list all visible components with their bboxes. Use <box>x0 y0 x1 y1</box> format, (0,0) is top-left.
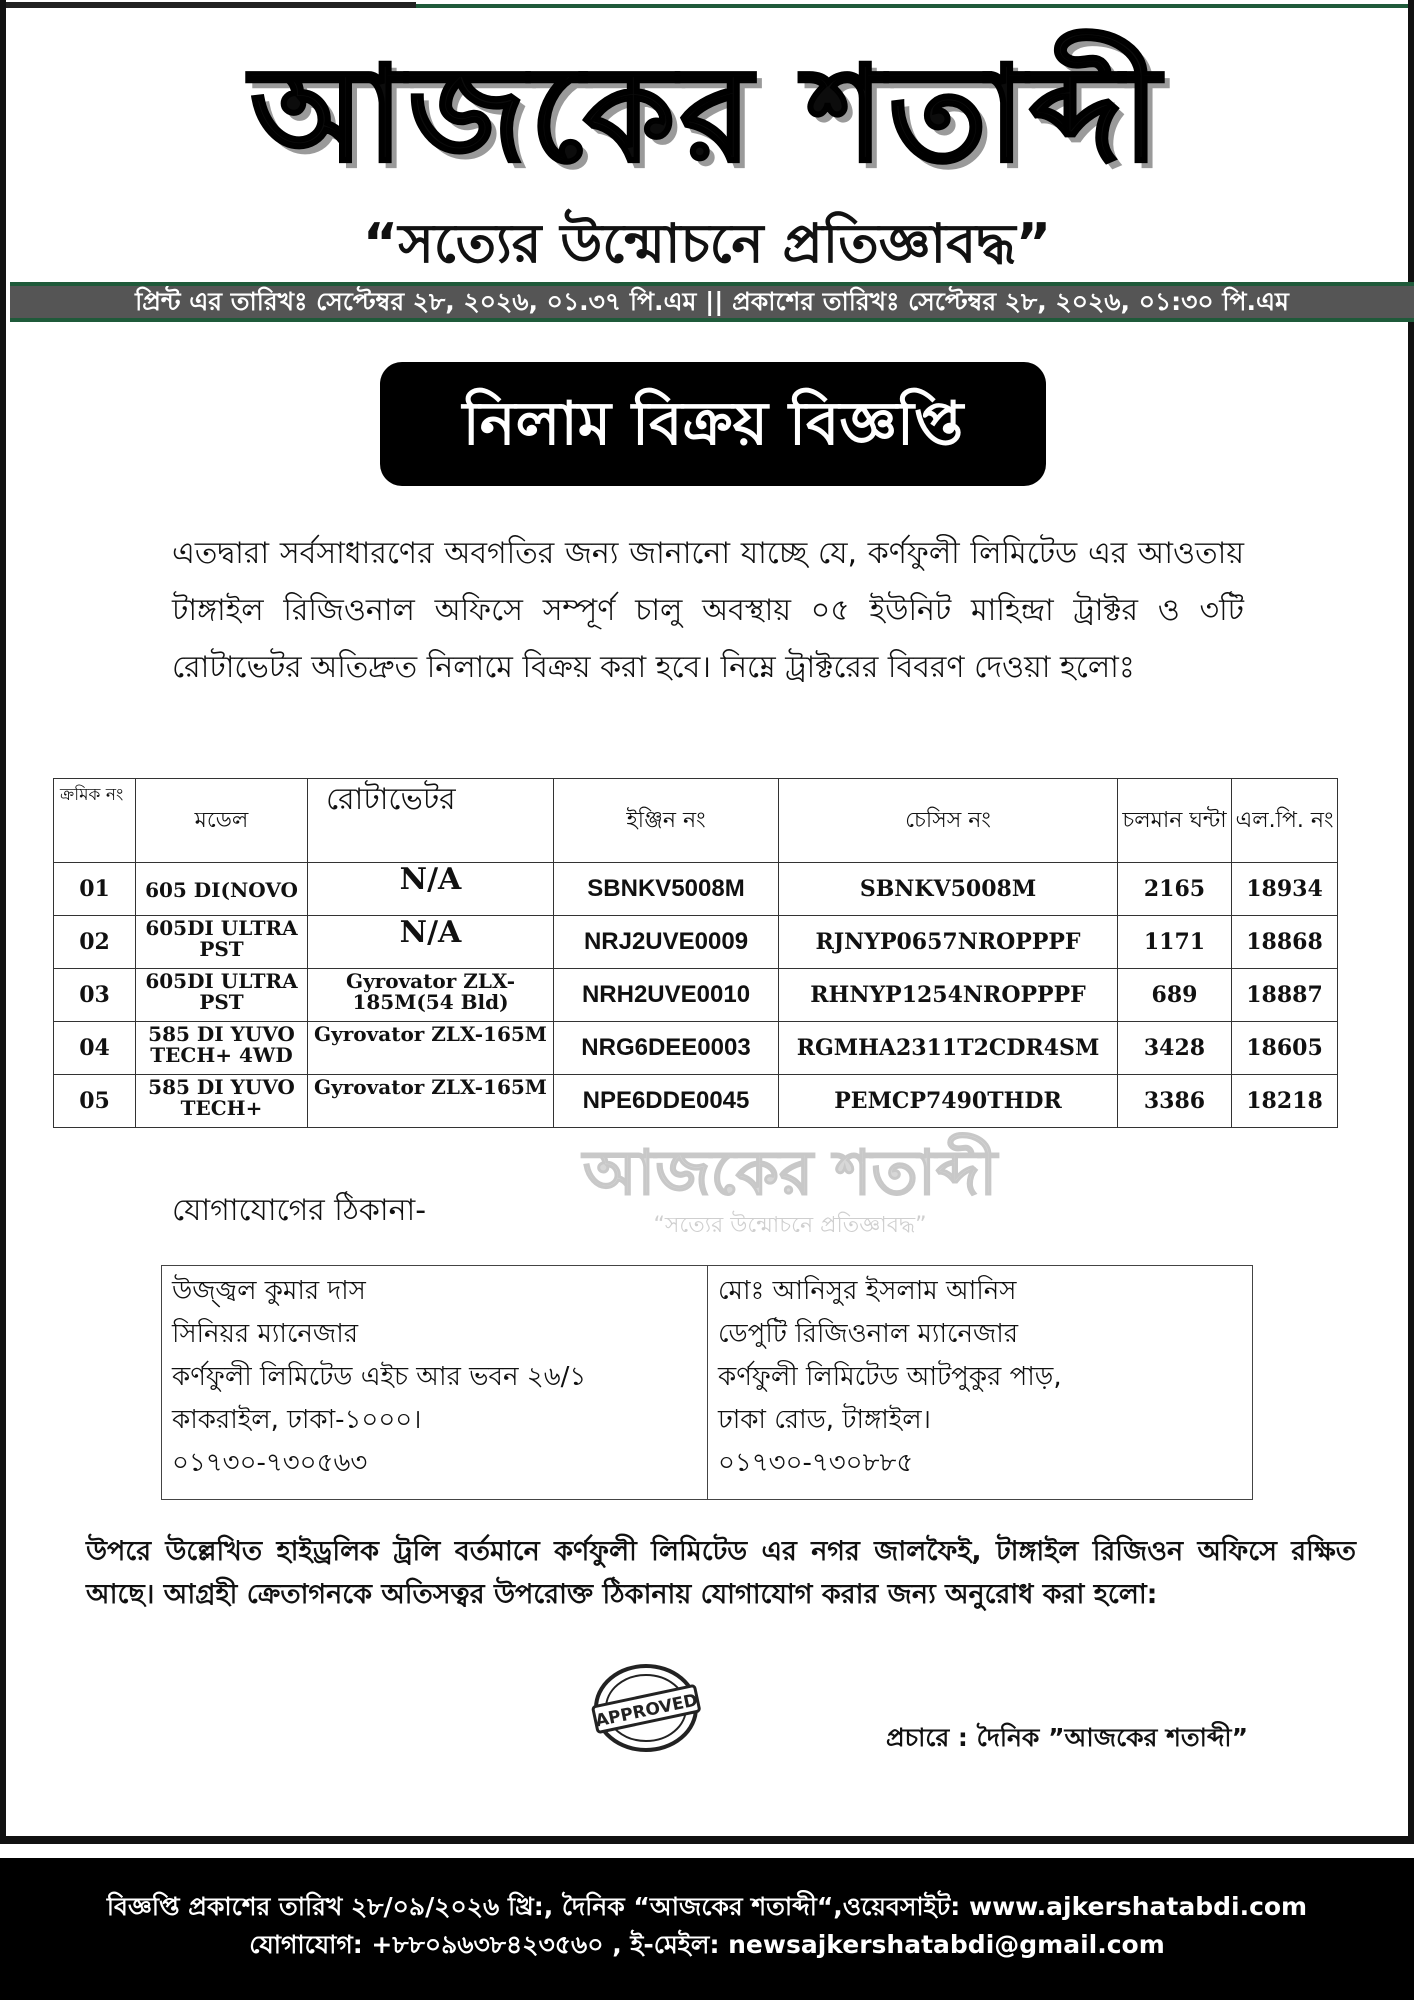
cell-model: 585 DI YUVO TECH+ <box>136 1075 308 1128</box>
cell-model: 585 DI YUVO TECH+ 4WD <box>136 1022 308 1075</box>
publicity-note: প্রচারে : দৈনিক ”আজকের শতাব্দী” <box>886 1723 1249 1752</box>
cell-lp: 18868 <box>1232 916 1338 969</box>
watermark <box>500 1135 1080 1245</box>
cell-serial: 02 <box>54 916 136 969</box>
col-rotavator: রোটাভেটর <box>308 779 554 863</box>
cell-serial: 05 <box>54 1075 136 1128</box>
cell-hours: 1171 <box>1118 916 1232 969</box>
cell-engine: NRJ2UVE0009 <box>554 916 779 969</box>
cell-engine: NRG6DEE0003 <box>554 1022 779 1075</box>
contact-designation: সিনিয়র ম্যানেজার <box>172 1319 359 1349</box>
col-serial: ক্রমিক নং <box>54 779 136 863</box>
cell-rotavator: Gyrovator ZLX-165M <box>308 1075 554 1128</box>
cell-model: 605DI ULTRA PST <box>136 969 308 1022</box>
contact-city: ঢাকা রোড, টাঙ্গাইল। <box>718 1405 931 1435</box>
masthead-title: আজকের শতাব্দী <box>250 37 1164 192</box>
cell-hours: 2165 <box>1118 863 1232 916</box>
cell-rotavator: Gyrovator ZLX-165M <box>308 1022 554 1075</box>
cell-engine: SBNKV5008M <box>554 863 779 916</box>
watermark-slogan: “সত্যের উন্মোচনে প্রতিজ্ঞাবদ্ধ” <box>653 1213 927 1238</box>
cell-engine: NPE6DDE0045 <box>554 1075 779 1128</box>
cell-chassis: RJNYP0657NROPPPF <box>779 916 1118 969</box>
footer <box>0 1858 1414 2000</box>
top-rule-dark <box>6 2 416 8</box>
cell-serial: 01 <box>54 863 136 916</box>
contact-name: মোঃ আনিসুর ইসলাম আনিস <box>718 1276 1017 1306</box>
cell-serial: 04 <box>54 1022 136 1075</box>
contact-left <box>162 1266 707 1499</box>
table-row <box>54 1022 1338 1075</box>
cell-lp: 18218 <box>1232 1075 1338 1128</box>
contact-designation: ডেপুটি রিজিওনাল ম্যানেজার <box>718 1319 1019 1349</box>
cell-lp: 18605 <box>1232 1022 1338 1075</box>
contact-phone[interactable]: ০১৭৩০-৭৩০৮৮৫ <box>718 1448 914 1478</box>
contact-address: কর্ণফুলী লিমিটেড আটপুকুর পাড়, <box>718 1362 1062 1392</box>
cell-lp: 18887 <box>1232 969 1338 1022</box>
contacts-box <box>161 1265 1253 1500</box>
contact-heading: যোগাযোগের ঠিকানা- <box>172 1193 427 1228</box>
cell-hours: 689 <box>1118 969 1232 1022</box>
table-header-row <box>54 779 1338 863</box>
bottom-rule <box>0 1836 1414 1844</box>
dateline: প্রিন্ট এর তারিখঃ সেপ্টেম্বর ২৮, ২০২৬, ০১.৩৭ পি.এম || প্রকাশের তারিখঃ সেপ্টেম্বর ২৮, ২০২৬, ০১:৩০ পি.এম <box>10 282 1414 322</box>
col-engine: ইঞ্জিন নং <box>554 779 779 863</box>
approved-stamp-icon <box>590 1662 702 1754</box>
table-row <box>54 969 1338 1022</box>
cell-rotavator: N/A <box>308 863 554 916</box>
cell-chassis: RHNYP1254NROPPPF <box>779 969 1118 1022</box>
table-row <box>54 1075 1338 1128</box>
intro-paragraph: এতদ্বারা সর্বসাধারণের অবগতির জন্য জানানো যাচ্ছে যে, কর্ণফুলী লিমিটেড এর আওতায় টাঙ্গাইল রিজিওনাল অফিসে সম্পূর্ণ চালু অবস্থায় ০৫ ইউনিট মাহিন্দ্রা ট্রাক্টর ও ৩টি রোটাভেটর অতিদ্রুত নিলামে বিক্রয় করা হবে। নিম্নে ট্রাক্টরের বিবরণ দেওয়া হলোঃ <box>172 536 1244 685</box>
cell-chassis: RGMHA2311T2CDR4SM <box>779 1022 1118 1075</box>
cell-engine: NRH2UVE0010 <box>554 969 779 1022</box>
cell-model: 605DI ULTRA PST <box>136 916 308 969</box>
cell-rotavator: N/A <box>308 916 554 969</box>
contact-address: কর্ণফুলী লিমিটেড এইচ আর ভবন ২৬/১ <box>172 1362 587 1392</box>
table-row <box>54 916 1338 969</box>
closing-paragraph: উপরে উল্লেখিত হাইড্রলিক ট্রলি বর্তমানে কর্ণফুলী লিমিটেড এর নগর জালফৈই, টাঙ্গাইল রিজিওন অফিসে রক্ষিত আছে। আগ্রহী ক্রেতাগনকে অতিসত্বর উপরোক্ত ঠিকানায় যোগাযোগ করার জন্য অনুরোধ করা হলো: <box>86 1536 1356 1610</box>
col-hours: চলমান ঘন্টা <box>1118 779 1232 863</box>
footer-contact-line[interactable]: যোগাযোগ: +৮৮০৯৬৩৮৪২৩৫৬০ , ই-মেইল: newsajkershatabdi@gmail.com <box>249 1930 1165 1959</box>
table-row <box>54 863 1338 916</box>
cell-hours: 3428 <box>1118 1022 1232 1075</box>
col-lp: এল.পি. নং <box>1232 779 1338 863</box>
cell-model: 605 DI(NOVO <box>136 863 308 916</box>
tractor-table <box>53 778 1338 1128</box>
masthead-slogan: “সত্যের উন্মোচনে প্রতিজ্ঞাবদ্ধ” <box>362 212 1052 275</box>
cell-chassis: SBNKV5008M <box>779 863 1118 916</box>
watermark-title: আজকের শতাব্দী <box>582 1136 998 1209</box>
cell-serial: 03 <box>54 969 136 1022</box>
stamp-text: APPROVED <box>593 1690 700 1732</box>
notice-title: নিলাম বিক্রয় বিজ্ঞপ্তি <box>380 362 1046 486</box>
cell-chassis: PEMCP7490THDR <box>779 1075 1118 1128</box>
contact-phone[interactable]: ০১৭৩০-৭৩০৫৬৩ <box>172 1448 368 1478</box>
col-model: মডেল <box>136 779 308 863</box>
masthead <box>10 37 1404 210</box>
cell-rotavator: Gyrovator ZLX-185M(54 Bld) <box>308 969 554 1022</box>
col-chassis: চেসিস নং <box>779 779 1118 863</box>
contact-right <box>707 1266 1252 1499</box>
footer-publish-line: বিজ্ঞপ্তি প্রকাশের তারিখ ২৮/০৯/২০২৬ খ্রি:, দৈনিক “আজকের শতাব্দী“,ওয়েবসাইট: www.ajkershatabdi.com <box>106 1892 1308 1921</box>
cell-lp: 18934 <box>1232 863 1338 916</box>
contact-city: কাকরাইল, ঢাকা-১০০০। <box>172 1405 422 1435</box>
cell-hours: 3386 <box>1118 1075 1232 1128</box>
contact-name: উজ্জ্বল কুমার দাস <box>172 1276 366 1306</box>
